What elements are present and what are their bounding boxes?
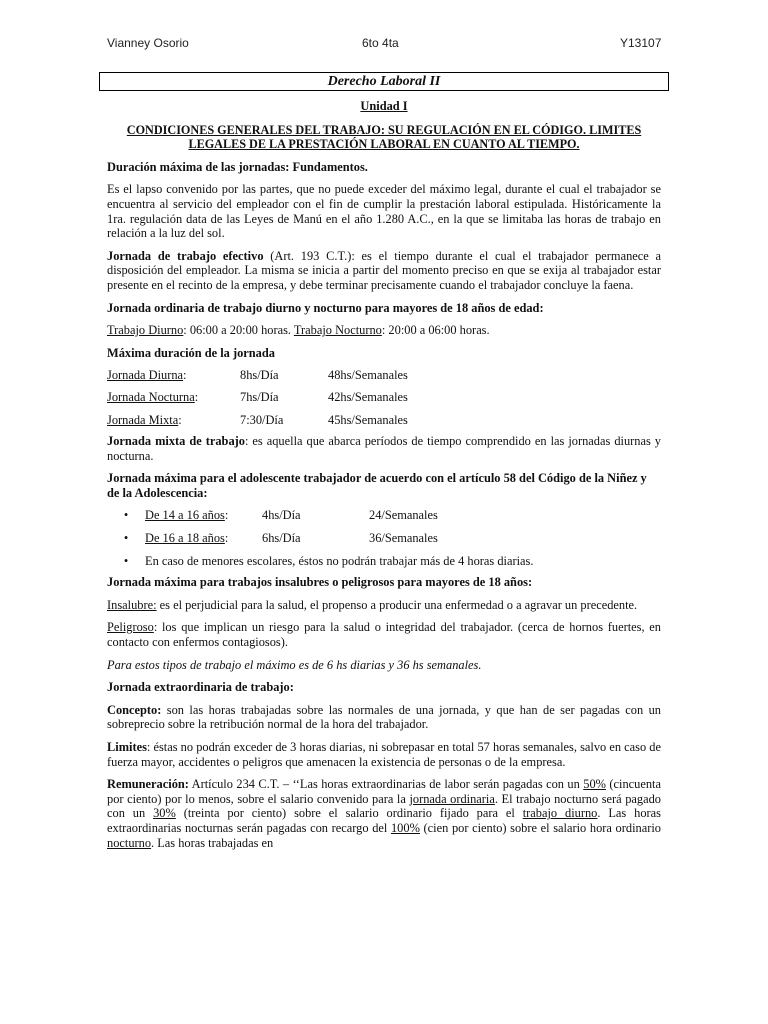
author-name: Vianney Osorio (107, 36, 189, 50)
insalubres-heading: Jornada máxima para trabajos insalubres o peligrosos para mayores de 18 años: (107, 575, 533, 590)
unit-heading: Unidad I (360, 99, 408, 113)
maxima-row-daily: 8hs/Día (240, 368, 279, 383)
list-item: • De 16 a 18 años: 6hs/Día 36/Semanales (107, 531, 661, 546)
efectivo-paragraph (107, 249, 661, 293)
sec1-heading: Duración máxima de las jornadas: Fundamentos. (107, 159, 368, 174)
mixta-term: Jornada mixta de trabajo (107, 434, 245, 449)
bullet-icon: • (123, 531, 129, 546)
maxima-row: Jornada Mixta: 7:30/Día 45hs/Semanales (107, 412, 408, 427)
maxima-heading: Máxima duración de la jornada (107, 345, 275, 360)
insalubres-note: Para estos tipos de trabajo el máximo es de 6 hs diarias y 36 hs semanales. (107, 657, 482, 672)
maxima-row-weekly: 48hs/Semanales (328, 368, 408, 383)
bullet-icon: • (123, 508, 129, 523)
course-grade: 6to 4ta (362, 36, 399, 50)
remuneracion-paragraph: Remuneración: Artículo 234 C.T. – ‘‘Las horas extraordinarias de labor serán pagadas con un 50% (cincuenta por ciento) por lo menos, sobre el salario convenido para la jornada ordinaria. El trabajo nocturno será pagado con un 30% (treinta por ciento) sobre el salario ordinario fijado para el trabajo diurno. Las horas extraordinarias nocturnas serán pagadas con recargo del 100% (cien por ciento) sobre el salario hora ordinario nocturno. Las horas trabajadas en (107, 777, 662, 850)
maxima-row-daily: 7:30/Día (240, 412, 284, 427)
maxima-row: Jornada Nocturna: 7hs/Día 42hs/Semanales (107, 390, 408, 405)
maxima-row: Jornada Diurna: 8hs/Día 48hs/Semanales (107, 368, 408, 383)
limites-paragraph: Limites: éstas no podrán exceder de 3 horas diarias, ni sobrepasar en total 57 horas semanales, salvo en caso de fuerza mayor, accidentes o peligros que amenacen la existencia de personas o de la empresa. (107, 740, 661, 769)
efectivo-text: (Art. 193 C.T.): es el tiempo durante el cual el trabajador permanece a disposición del empleador. La misma se inicia a partir del momento preciso en que se exija al trabajador estar presente en el recinto de la empresa, y debe terminar precisamente cuando el trabajador concluye la faena. (107, 248, 662, 292)
nocturno-value: : 20:00 a 06:00 horas. (381, 323, 490, 338)
bullet-icon: • (123, 553, 129, 568)
nocturno-label: Trabajo Nocturno (293, 323, 382, 338)
maxima-row-weekly: 45hs/Semanales (328, 412, 408, 427)
insalubre-paragraph: Insalubre: es el perjudicial para la salud, el propenso a producir una enfermedad o a agravar un precedente. (107, 597, 638, 612)
ordinaria-line (107, 323, 661, 338)
document-body (107, 97, 661, 850)
mixta-text: : es aquella que abarca períodos de tiempo comprendido en las jornadas diurnas y nocturna. (107, 434, 661, 463)
student-code: Y13107 (620, 36, 662, 50)
maxima-row-label: Jornada Diurna (107, 368, 184, 383)
concepto-paragraph: Concepto: son las horas trabajadas sobre las normales de una jornada, y que han de ser pagadas con un sobreprecio sobre la retribución normal de la hora del trabajador. (107, 702, 661, 732)
list-item: • En caso de menores escolares, éstos no podrán trabajar más de 4 horas diarias. (107, 554, 661, 569)
diurno-value: : 06:00 a 20:00 horas. (183, 323, 294, 338)
diurno-label: Trabajo Diurno (107, 323, 184, 338)
maxima-row-daily: 7hs/Día (240, 390, 279, 405)
sec1-paragraph: Es el lapso convenido por las partes, que no puede exceder del máximo legal, durante el cual el trabajador se encuentra al servicio del empleador con el fin de cumplir la prestación laboral estipulada. Históricamente la 1ra. regulación data de las Leyes de Manú en el año 1.280 A.C., en la que se limitaba las horas de trabajo en relación a la luz del sol. (107, 182, 661, 241)
mixta-paragraph (107, 434, 661, 463)
peligroso-paragraph: Peligroso: los que implican un riesgo para la salud o integridad del trabajador. (cerca de hornos fuertes, en contacto con enfermos contagiosos). (107, 620, 661, 650)
maxima-row-label: Jornada Nocturna (107, 390, 195, 405)
maxima-row-weekly: 42hs/Semanales (328, 390, 408, 405)
document-title: Derecho Laboral II (99, 72, 669, 91)
adolescente-heading: Jornada máxima para el adolescente trabajador de acuerdo con el artículo 58 del Código de la Niñez y de la Adolescencia: (107, 471, 647, 500)
maxima-row-label: Jornada Mixta (107, 412, 179, 427)
ordinaria-heading: Jornada ordinaria de trabajo diurno y nocturno para mayores de 18 años de edad: (107, 300, 544, 315)
list-item: • De 14 a 16 años: 4hs/Día 24/Semanales (107, 508, 661, 523)
efectivo-term: Jornada de trabajo efectivo (107, 248, 264, 263)
main-heading: CONDICIONES GENERALES DEL TRABAJO: SU REGULACIÓN EN EL CÓDIGO. LIMITES LEGALES DE LA PRESTACIÓN LABORAL EN CUANTO AL TIEMPO. (126, 122, 642, 152)
extra-heading: Jornada extraordinaria de trabajo: (107, 680, 294, 695)
